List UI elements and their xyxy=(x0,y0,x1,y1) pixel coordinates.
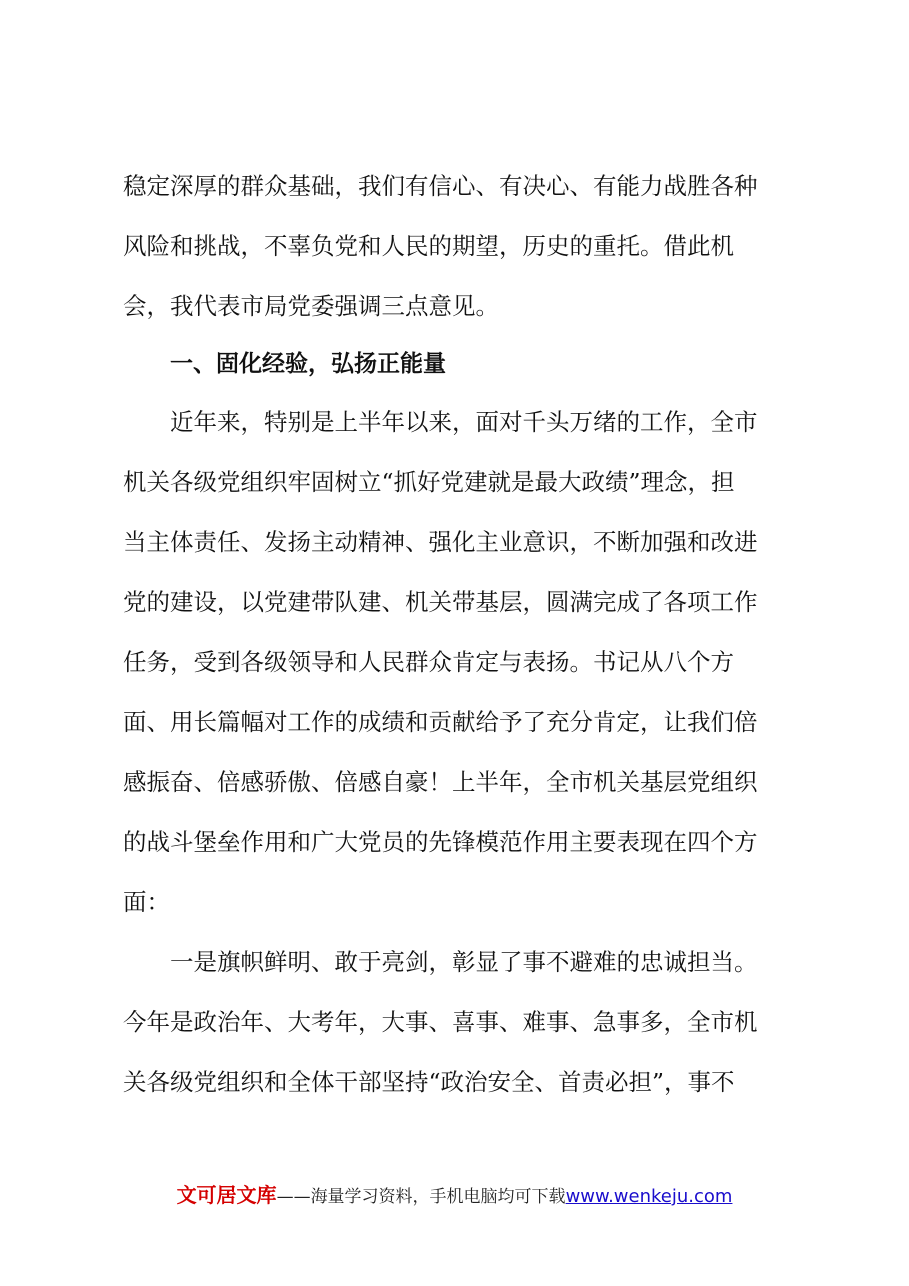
paragraph-line: 当主体责任、发扬主动精神、强化主业意识，不断加强和改进 xyxy=(123,528,758,556)
footer-dash: —— xyxy=(276,1187,311,1207)
paragraph-line: 会，我代表市局党委强调三点意见。 xyxy=(123,292,499,320)
paragraph-line: 关各级党组织和全体干部坚持“政治安全、首责必担”，事不 xyxy=(123,1068,735,1096)
footer-brand: 文可居文库 xyxy=(176,1183,277,1207)
paragraph-line: 的战斗堡垒作用和广大党员的先锋模范作用主要表现在四个方 xyxy=(123,828,758,856)
footer-slogan: 海量学习资料，手机电脑均可下载 xyxy=(310,1187,566,1207)
paragraph-line: 近年来，特别是上半年以来，面对千头万绪的工作，全市 xyxy=(123,408,758,436)
paragraph-line: 面： xyxy=(123,888,170,916)
footer-banner xyxy=(0,1181,909,1211)
section-heading: 一、固化经验，弘扬正能量 xyxy=(170,351,446,377)
paragraph-line: 面、用长篇幅对工作的成绩和贡献给予了充分肯定，让我们倍 xyxy=(123,708,758,736)
paragraph-line: 今年是政治年、大考年，大事、喜事、难事、急事多，全市机 xyxy=(123,1008,758,1036)
paragraph-line: 一是旗帜鲜明、敢于亮剑，彰显了事不避难的忠诚担当。 xyxy=(123,948,758,976)
paragraph-line: 感振奋、倍感骄傲、倍感自豪！上半年，全市机关基层党组织 xyxy=(123,768,758,796)
paragraph-line: 稳定深厚的群众基础，我们有信心、有决心、有能力战胜各种 xyxy=(123,172,758,200)
footer-link[interactable]: www.wenkeju.com xyxy=(565,1186,733,1207)
paragraph-line: 机关各级党组织牢固树立“抓好党建就是最大政绩”理念，担 xyxy=(123,468,735,496)
paragraph-line: 风险和挑战，不辜负党和人民的期望，历史的重托。借此机 xyxy=(123,232,734,260)
paragraph-line: 党的建设，以党建带队建、机关带基层，圆满完成了各项工作 xyxy=(123,588,758,616)
paragraph-line: 任务，受到各级领导和人民群众肯定与表扬。书记从八个方 xyxy=(123,648,734,676)
